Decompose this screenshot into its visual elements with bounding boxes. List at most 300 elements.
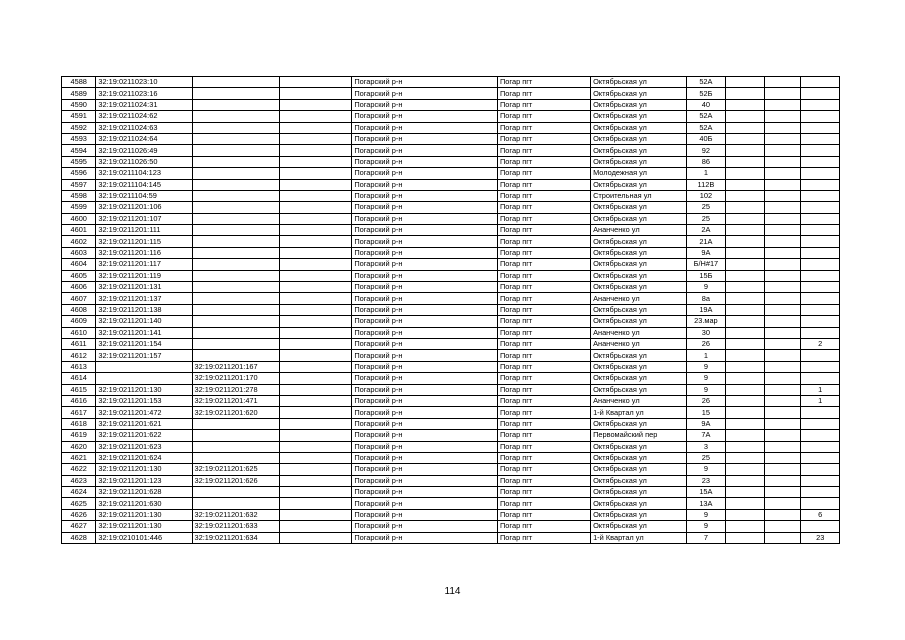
district-cell: Погарский р-н	[352, 498, 498, 509]
cadastral-number-cell: 32:19:0211201:630	[96, 498, 192, 509]
street-cell: Октябрьская ул	[591, 304, 687, 315]
row-number-cell: 4619	[62, 430, 96, 441]
row-number-cell: 4590	[62, 99, 96, 110]
street-cell: Октябрьская ул	[591, 202, 687, 213]
empty-cell	[279, 418, 352, 429]
extra-cell-3	[801, 77, 840, 88]
empty-cell	[279, 395, 352, 406]
extra-cell-1	[725, 145, 764, 156]
street-cell: Молодежная ул	[591, 168, 687, 179]
table-row	[62, 133, 840, 144]
street-cell: Октябрьская ул	[591, 373, 687, 384]
extra-cell-2	[765, 225, 801, 236]
house-number-cell: 9	[687, 373, 725, 384]
street-cell: Октябрьская ул	[591, 259, 687, 270]
street-cell: Октябрьская ул	[591, 156, 687, 167]
district-cell: Погарский р-н	[352, 225, 498, 236]
extra-cell-1	[725, 213, 764, 224]
street-cell: Октябрьская ул	[591, 133, 687, 144]
extra-cell-3: 23	[801, 532, 840, 543]
cadastral-number-cell: 32:19:0211201:138	[96, 304, 192, 315]
district-cell: Погарский р-н	[352, 88, 498, 99]
empty-cell	[279, 407, 352, 418]
street-cell: Ананченко ул	[591, 327, 687, 338]
table-row	[62, 407, 840, 418]
extra-cell-3	[801, 225, 840, 236]
related-cadastral-number-cell: 32:19:0211201:170	[192, 373, 279, 384]
row-number-cell: 4621	[62, 452, 96, 463]
extra-cell-1	[725, 498, 764, 509]
empty-cell	[279, 88, 352, 99]
house-number-cell: 15	[687, 407, 725, 418]
related-cadastral-number-cell	[192, 452, 279, 463]
settlement-cell: Погар пгт	[498, 190, 591, 201]
empty-cell	[279, 236, 352, 247]
cadastral-number-cell: 32:19:0211201:107	[96, 213, 192, 224]
settlement-cell: Погар пгт	[498, 213, 591, 224]
extra-cell-2	[765, 236, 801, 247]
extra-cell-2	[765, 259, 801, 270]
cadastral-number-cell: 32:19:0211023:16	[96, 88, 192, 99]
extra-cell-3	[801, 418, 840, 429]
extra-cell-2	[765, 111, 801, 122]
empty-cell	[279, 373, 352, 384]
registry-table	[61, 76, 840, 544]
street-cell: Октябрьская ул	[591, 464, 687, 475]
extra-cell-3	[801, 452, 840, 463]
district-cell: Погарский р-н	[352, 293, 498, 304]
related-cadastral-number-cell	[192, 316, 279, 327]
extra-cell-1	[725, 77, 764, 88]
house-number-cell: 9	[687, 509, 725, 520]
house-number-cell: 15Б	[687, 270, 725, 281]
district-cell: Погарский р-н	[352, 350, 498, 361]
extra-cell-1	[725, 373, 764, 384]
cadastral-number-cell: 32:19:0211201:123	[96, 475, 192, 486]
empty-cell	[279, 316, 352, 327]
row-number-cell: 4618	[62, 418, 96, 429]
extra-cell-1	[725, 327, 764, 338]
extra-cell-1	[725, 532, 764, 543]
related-cadastral-number-cell: 32:19:0211201:633	[192, 521, 279, 532]
cadastral-number-cell: 32:19:0211104:123	[96, 168, 192, 179]
settlement-cell: Погар пгт	[498, 395, 591, 406]
row-number-cell: 4604	[62, 259, 96, 270]
settlement-cell: Погар пгт	[498, 487, 591, 498]
extra-cell-2	[765, 77, 801, 88]
empty-cell	[279, 532, 352, 543]
house-number-cell: 9	[687, 521, 725, 532]
row-number-cell: 4613	[62, 361, 96, 372]
district-cell: Погарский р-н	[352, 168, 498, 179]
street-cell: 1-й Квартал ул	[591, 532, 687, 543]
table-row	[62, 145, 840, 156]
street-cell: Октябрьская ул	[591, 88, 687, 99]
row-number-cell: 4593	[62, 133, 96, 144]
table-row	[62, 293, 840, 304]
extra-cell-2	[765, 213, 801, 224]
settlement-cell: Погар пгт	[498, 179, 591, 190]
district-cell: Погарский р-н	[352, 213, 498, 224]
empty-cell	[279, 327, 352, 338]
related-cadastral-number-cell	[192, 88, 279, 99]
empty-cell	[279, 133, 352, 144]
house-number-cell: 1	[687, 350, 725, 361]
table-row	[62, 88, 840, 99]
empty-cell	[279, 77, 352, 88]
extra-cell-1	[725, 384, 764, 395]
extra-cell-1	[725, 122, 764, 133]
district-cell: Погарский р-н	[352, 532, 498, 543]
empty-cell	[279, 521, 352, 532]
extra-cell-3	[801, 99, 840, 110]
table-row	[62, 509, 840, 520]
extra-cell-2	[765, 384, 801, 395]
street-cell: Первомайский пер	[591, 430, 687, 441]
house-number-cell: 9А	[687, 418, 725, 429]
table-row	[62, 111, 840, 122]
empty-cell	[279, 509, 352, 520]
row-number-cell: 4589	[62, 88, 96, 99]
settlement-cell: Погар пгт	[498, 293, 591, 304]
street-cell: Октябрьская ул	[591, 247, 687, 258]
district-cell: Погарский р-н	[352, 464, 498, 475]
row-number-cell: 4592	[62, 122, 96, 133]
empty-cell	[279, 145, 352, 156]
extra-cell-1	[725, 430, 764, 441]
settlement-cell: Погар пгт	[498, 133, 591, 144]
settlement-cell: Погар пгт	[498, 532, 591, 543]
related-cadastral-number-cell	[192, 304, 279, 315]
extra-cell-1	[725, 395, 764, 406]
extra-cell-3	[801, 156, 840, 167]
extra-cell-3: 1	[801, 384, 840, 395]
empty-cell	[279, 179, 352, 190]
cadastral-number-cell: 32:19:0211201:131	[96, 282, 192, 293]
extra-cell-3	[801, 247, 840, 258]
extra-cell-1	[725, 111, 764, 122]
row-number-cell: 4595	[62, 156, 96, 167]
cadastral-number-cell: 32:19:0211201:622	[96, 430, 192, 441]
extra-cell-3	[801, 373, 840, 384]
related-cadastral-number-cell	[192, 498, 279, 509]
district-cell: Погарский р-н	[352, 384, 498, 395]
district-cell: Погарский р-н	[352, 430, 498, 441]
district-cell: Погарский р-н	[352, 111, 498, 122]
settlement-cell: Погар пгт	[498, 304, 591, 315]
settlement-cell: Погар пгт	[498, 464, 591, 475]
house-number-cell: 1	[687, 168, 725, 179]
extra-cell-3	[801, 179, 840, 190]
district-cell: Погарский р-н	[352, 327, 498, 338]
cadastral-number-cell: 32:19:0211201:137	[96, 293, 192, 304]
extra-cell-2	[765, 316, 801, 327]
empty-cell	[279, 156, 352, 167]
extra-cell-3: 1	[801, 395, 840, 406]
settlement-cell: Погар пгт	[498, 88, 591, 99]
street-cell: Октябрьская ул	[591, 122, 687, 133]
extra-cell-2	[765, 350, 801, 361]
related-cadastral-number-cell	[192, 202, 279, 213]
empty-cell	[279, 475, 352, 486]
street-cell: Октябрьская ул	[591, 282, 687, 293]
empty-cell	[279, 259, 352, 270]
street-cell: Октябрьская ул	[591, 316, 687, 327]
cadastral-number-cell: 32:19:0211201:624	[96, 452, 192, 463]
extra-cell-1	[725, 179, 764, 190]
house-number-cell: 25	[687, 202, 725, 213]
district-cell: Погарский р-н	[352, 236, 498, 247]
row-number-cell: 4596	[62, 168, 96, 179]
district-cell: Погарский р-н	[352, 190, 498, 201]
extra-cell-3	[801, 145, 840, 156]
house-number-cell: 26	[687, 338, 725, 349]
extra-cell-1	[725, 282, 764, 293]
cadastral-number-cell: 32:19:0211104:59	[96, 190, 192, 201]
extra-cell-2	[765, 521, 801, 532]
cadastral-number-cell: 32:19:0211026:50	[96, 156, 192, 167]
cadastral-number-cell: 32:19:0211201:115	[96, 236, 192, 247]
extra-cell-2	[765, 338, 801, 349]
district-cell: Погарский р-н	[352, 407, 498, 418]
settlement-cell: Погар пгт	[498, 521, 591, 532]
empty-cell	[279, 213, 352, 224]
house-number-cell: 112В	[687, 179, 725, 190]
empty-cell	[279, 487, 352, 498]
street-cell: Октябрьская ул	[591, 270, 687, 281]
cadastral-number-cell: 32:19:0211201:472	[96, 407, 192, 418]
table-row	[62, 259, 840, 270]
extra-cell-2	[765, 373, 801, 384]
cadastral-number-cell	[96, 361, 192, 372]
extra-cell-2	[765, 395, 801, 406]
empty-cell	[279, 384, 352, 395]
related-cadastral-number-cell	[192, 77, 279, 88]
empty-cell	[279, 99, 352, 110]
extra-cell-1	[725, 361, 764, 372]
street-cell: Октябрьская ул	[591, 350, 687, 361]
related-cadastral-number-cell	[192, 145, 279, 156]
table-row	[62, 464, 840, 475]
row-number-cell: 4620	[62, 441, 96, 452]
district-cell: Погарский р-н	[352, 202, 498, 213]
extra-cell-2	[765, 270, 801, 281]
table-row	[62, 418, 840, 429]
settlement-cell: Погар пгт	[498, 350, 591, 361]
table-row	[62, 270, 840, 281]
table-row	[62, 327, 840, 338]
related-cadastral-number-cell	[192, 111, 279, 122]
extra-cell-3	[801, 282, 840, 293]
settlement-cell: Погар пгт	[498, 441, 591, 452]
extra-cell-2	[765, 532, 801, 543]
extra-cell-1	[725, 338, 764, 349]
cadastral-number-cell: 32:19:0211201:621	[96, 418, 192, 429]
extra-cell-2	[765, 156, 801, 167]
related-cadastral-number-cell: 32:19:0211201:625	[192, 464, 279, 475]
extra-cell-1	[725, 247, 764, 258]
district-cell: Погарский р-н	[352, 373, 498, 384]
related-cadastral-number-cell: 32:19:0211201:620	[192, 407, 279, 418]
house-number-cell: 9А	[687, 247, 725, 258]
street-cell: Строительная ул	[591, 190, 687, 201]
related-cadastral-number-cell	[192, 168, 279, 179]
table-row	[62, 225, 840, 236]
empty-cell	[279, 270, 352, 281]
extra-cell-1	[725, 133, 764, 144]
house-number-cell: 13А	[687, 498, 725, 509]
related-cadastral-number-cell	[192, 190, 279, 201]
table-row	[62, 77, 840, 88]
cadastral-number-cell: 32:19:0211201:130	[96, 384, 192, 395]
extra-cell-1	[725, 441, 764, 452]
related-cadastral-number-cell	[192, 293, 279, 304]
extra-cell-2	[765, 430, 801, 441]
table-row	[62, 213, 840, 224]
extra-cell-2	[765, 361, 801, 372]
settlement-cell: Погар пгт	[498, 259, 591, 270]
extra-cell-1	[725, 270, 764, 281]
extra-cell-3	[801, 521, 840, 532]
empty-cell	[279, 430, 352, 441]
cadastral-number-cell: 32:19:0211024:62	[96, 111, 192, 122]
settlement-cell: Погар пгт	[498, 384, 591, 395]
related-cadastral-number-cell	[192, 236, 279, 247]
row-number-cell: 4628	[62, 532, 96, 543]
extra-cell-3	[801, 464, 840, 475]
table-row	[62, 498, 840, 509]
street-cell: Ананченко ул	[591, 395, 687, 406]
cadastral-number-cell: 32:19:0211201:130	[96, 521, 192, 532]
district-cell: Погарский р-н	[352, 247, 498, 258]
empty-cell	[279, 464, 352, 475]
house-number-cell: 52Б	[687, 88, 725, 99]
cadastral-number-cell: 32:19:0211104:145	[96, 179, 192, 190]
row-number-cell: 4610	[62, 327, 96, 338]
row-number-cell: 4594	[62, 145, 96, 156]
empty-cell	[279, 498, 352, 509]
cadastral-number-cell: 32:19:0211201:119	[96, 270, 192, 281]
cadastral-number-cell: 32:19:0211201:106	[96, 202, 192, 213]
street-cell: Октябрьская ул	[591, 213, 687, 224]
table-row	[62, 247, 840, 258]
district-cell: Погарский р-н	[352, 452, 498, 463]
extra-cell-3	[801, 88, 840, 99]
street-cell: Октябрьская ул	[591, 111, 687, 122]
row-number-cell: 4622	[62, 464, 96, 475]
cadastral-number-cell	[96, 373, 192, 384]
house-number-cell: 86	[687, 156, 725, 167]
row-number-cell: 4598	[62, 190, 96, 201]
district-cell: Погарский р-н	[352, 361, 498, 372]
extra-cell-2	[765, 304, 801, 315]
street-cell: Октябрьская ул	[591, 509, 687, 520]
related-cadastral-number-cell: 32:19:0211201:634	[192, 532, 279, 543]
table-row	[62, 179, 840, 190]
related-cadastral-number-cell: 32:19:0211201:632	[192, 509, 279, 520]
district-cell: Погарский р-н	[352, 441, 498, 452]
street-cell: Октябрьская ул	[591, 498, 687, 509]
house-number-cell: 40Б	[687, 133, 725, 144]
row-number-cell: 4625	[62, 498, 96, 509]
extra-cell-3	[801, 316, 840, 327]
extra-cell-3	[801, 133, 840, 144]
house-number-cell: 3	[687, 441, 725, 452]
extra-cell-2	[765, 464, 801, 475]
table-row	[62, 521, 840, 532]
extra-cell-3	[801, 168, 840, 179]
row-number-cell: 4606	[62, 282, 96, 293]
settlement-cell: Погар пгт	[498, 373, 591, 384]
cadastral-number-cell: 32:19:0211201:157	[96, 350, 192, 361]
extra-cell-1	[725, 88, 764, 99]
table-row	[62, 452, 840, 463]
extra-cell-3: 2	[801, 338, 840, 349]
house-number-cell: 25	[687, 213, 725, 224]
district-cell: Погарский р-н	[352, 77, 498, 88]
empty-cell	[279, 282, 352, 293]
cadastral-number-cell: 32:19:0211201:153	[96, 395, 192, 406]
extra-cell-1	[725, 293, 764, 304]
settlement-cell: Погар пгт	[498, 270, 591, 281]
extra-cell-3	[801, 407, 840, 418]
extra-cell-2	[765, 418, 801, 429]
street-cell: Октябрьская ул	[591, 475, 687, 486]
cadastral-number-cell: 32:19:0211024:63	[96, 122, 192, 133]
extra-cell-1	[725, 418, 764, 429]
table-row	[62, 338, 840, 349]
row-number-cell: 4608	[62, 304, 96, 315]
settlement-cell: Погар пгт	[498, 316, 591, 327]
cadastral-number-cell: 32:19:0211201:111	[96, 225, 192, 236]
table-row	[62, 361, 840, 372]
table-row	[62, 122, 840, 133]
table-row	[62, 99, 840, 110]
related-cadastral-number-cell	[192, 179, 279, 190]
extra-cell-3	[801, 202, 840, 213]
extra-cell-1	[725, 509, 764, 520]
district-cell: Погарский р-н	[352, 156, 498, 167]
row-number-cell: 4626	[62, 509, 96, 520]
extra-cell-2	[765, 282, 801, 293]
house-number-cell: 23	[687, 475, 725, 486]
table-row	[62, 304, 840, 315]
district-cell: Погарский р-н	[352, 259, 498, 270]
row-number-cell: 4623	[62, 475, 96, 486]
settlement-cell: Погар пгт	[498, 156, 591, 167]
house-number-cell: 9	[687, 464, 725, 475]
extra-cell-2	[765, 99, 801, 110]
extra-cell-3	[801, 361, 840, 372]
extra-cell-1	[725, 168, 764, 179]
extra-cell-2	[765, 179, 801, 190]
district-cell: Погарский р-н	[352, 270, 498, 281]
extra-cell-3	[801, 475, 840, 486]
cadastral-number-cell: 32:19:0211201:130	[96, 509, 192, 520]
extra-cell-2	[765, 498, 801, 509]
cadastral-number-cell: 32:19:0211201:130	[96, 464, 192, 475]
settlement-cell: Погар пгт	[498, 225, 591, 236]
settlement-cell: Погар пгт	[498, 99, 591, 110]
street-cell: 1-й Квартал ул	[591, 407, 687, 418]
empty-cell	[279, 247, 352, 258]
house-number-cell: 23.мар	[687, 316, 725, 327]
cadastral-number-cell: 32:19:0211201:140	[96, 316, 192, 327]
house-number-cell: 25	[687, 452, 725, 463]
district-cell: Погарский р-н	[352, 487, 498, 498]
empty-cell	[279, 111, 352, 122]
street-cell: Октябрьская ул	[591, 452, 687, 463]
